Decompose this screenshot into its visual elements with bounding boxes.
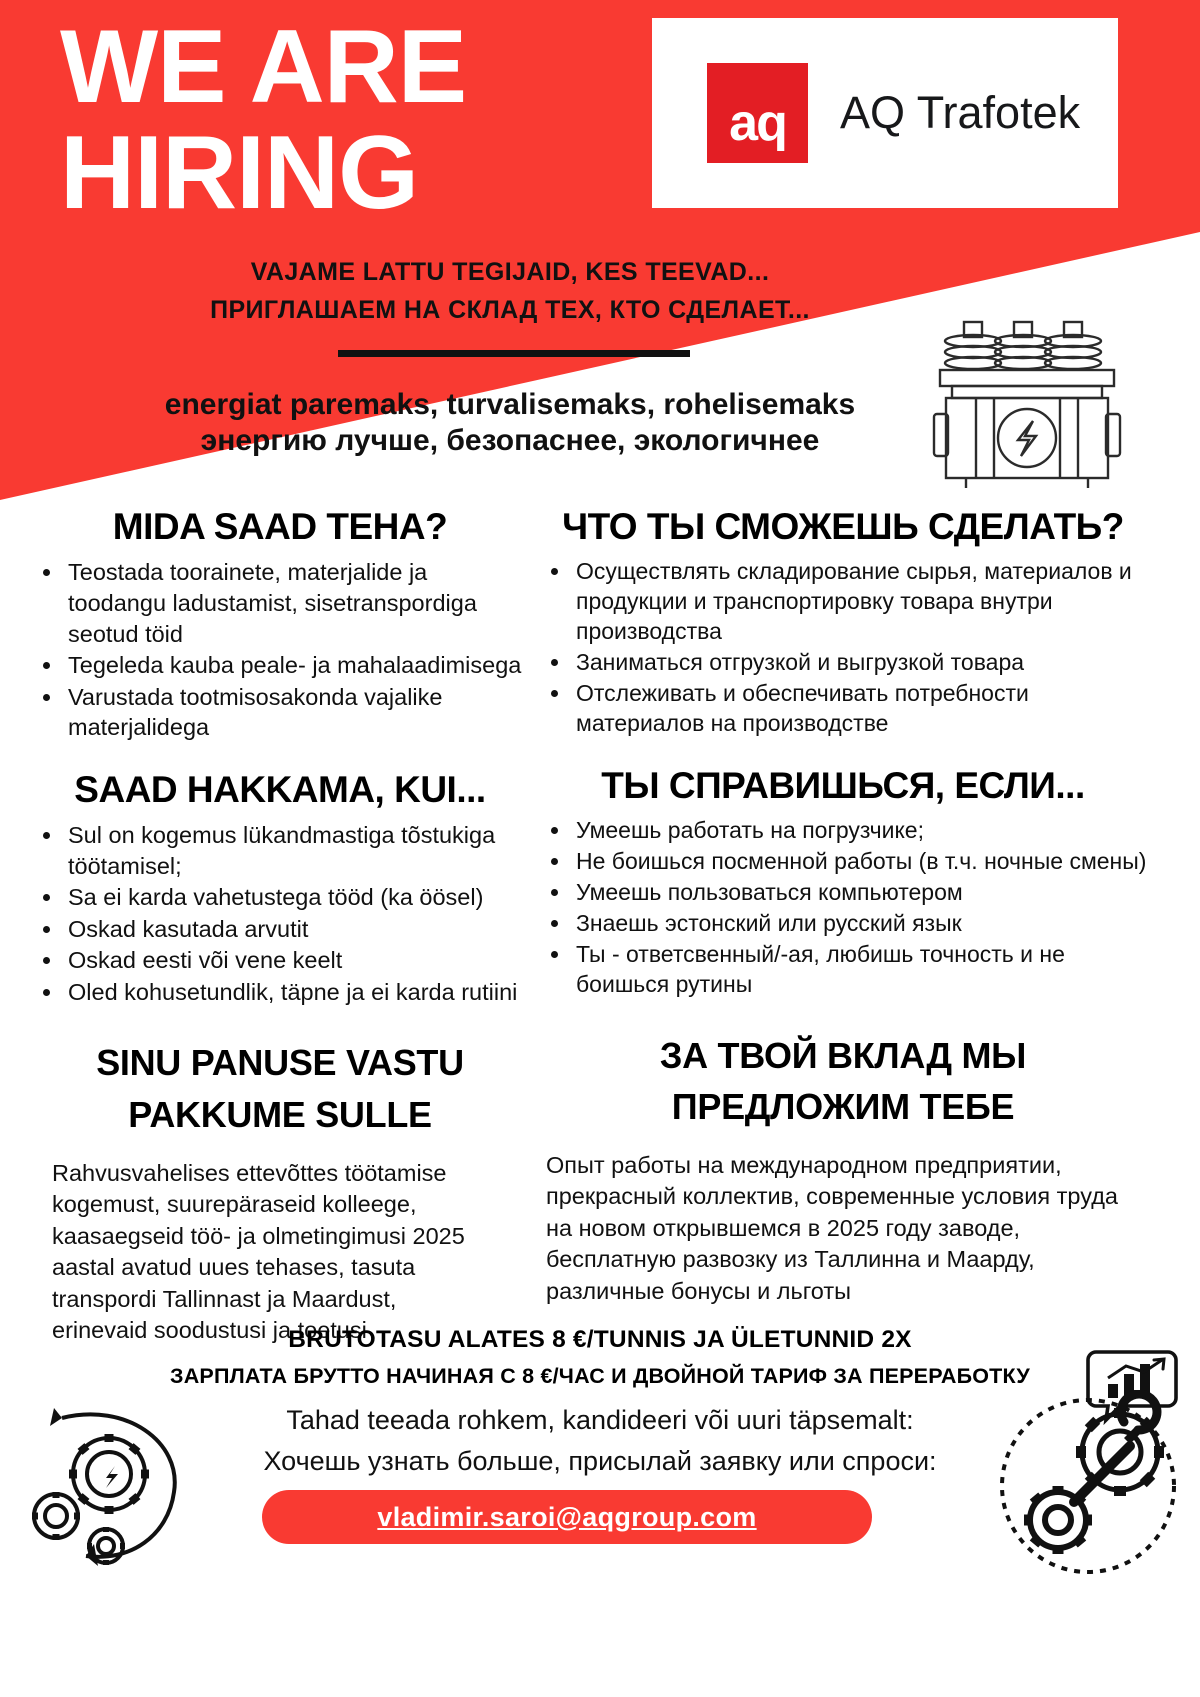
gears-icon — [14, 1396, 204, 1576]
aq-logo-mark: aq — [707, 63, 808, 163]
list-item: • Умеешь работать на погрузчике; — [572, 816, 1148, 846]
list-item: • Teostada toorainete, materjalide ja toodangu ladustamist, sisetranspordiga seotud töid — [64, 557, 530, 649]
heading-requirements-ru: ТЫ СПРАВИШЬСЯ, ЕСЛИ... — [601, 764, 1085, 806]
list-item: • Oskad eesti või vene keelt — [64, 945, 530, 976]
hero-title-line2: HIRING — [60, 115, 418, 232]
tagline-estonian: energiat paremaks, turvalisemaks, rohelisemaks — [164, 388, 856, 421]
list-item: • Sa ei karda vahetustega tööd (ka öösel) — [64, 882, 530, 913]
list-item: • Отслеживать и обеспечивать потребности материалов на производстве — [572, 679, 1148, 739]
heading-duties-ru: ЧТО ТЫ СМОЖЕШЬ СДЕЛАТЬ? — [562, 506, 1124, 547]
heading-duties-et: MIDA SAAD TEHA? — [112, 506, 448, 547]
column-russian — [538, 498, 1148, 1347]
content-columns — [0, 498, 1200, 1347]
kicker-estonian: VAJAME LATTU TEGIJAID, KES TEEVAD... — [250, 258, 770, 286]
transformer-icon — [932, 318, 1122, 490]
wrench-gear-icon — [988, 1390, 1188, 1580]
list-duties-ru — [538, 557, 1148, 738]
list-requirements-ru — [538, 816, 1148, 999]
heading-requirements-et: SAAD HAKKAMA, KUI... — [74, 768, 486, 810]
list-item: • Заниматься отгрузкой и выгрузкой товара — [572, 648, 1148, 678]
heading-offer-ru: ЗА ТВОЙ ВКЛАД МЫ ПРЕДЛОЖИМ ТЕБЕ — [659, 1034, 1027, 1127]
cta-estonian: Tahad teeada rohkem, kandideeri või uuri täpsemalt: — [286, 1405, 914, 1435]
divider-rule — [338, 350, 690, 357]
list-item: • Varustada tootmisosakonda vajalike materjalidega — [64, 682, 530, 743]
list-requirements-et — [30, 820, 530, 1007]
email-contact-button[interactable]: vladimir.saroi@aqgroup.com — [262, 1490, 872, 1544]
salary-russian: ЗАРПЛАТА БРУТТО НАЧИНАЯ С 8 €/ЧАС И ДВОЙНОЙ ТАРИФ ЗА ПЕРЕРАБОТКУ — [170, 1364, 1030, 1388]
list-item: • Осуществлять складирование сырья, материалов и продукции и транспортировку товара внутри производства — [572, 557, 1148, 647]
list-item: • Ты - ответсвенный/-ая, любишь точность и не боишься рутины — [572, 940, 1148, 1000]
list-item: • Sul on kogemus lükandmastiga tõstukiga töötamisel; — [64, 820, 530, 881]
company-name: AQ Trafotek — [840, 87, 1081, 138]
list-item: • Tegeleda kauba peale- ja mahalaadimisega — [64, 650, 530, 681]
company-logo — [652, 18, 1118, 208]
list-item: • Знаешь эстонский или русский язык — [572, 909, 1148, 939]
offer-body-et: Rahvusvahelises ettevõttes töötamise kogemust, suurepäraseid kolleege, kaasaegseid töö- ja olmetingimusi 2025 aastal avatud uues tehases, tasuta transpordi Tallinnast ja Maardust, erinevaid soodustusi ja toetusi — [52, 1159, 465, 1344]
list-duties-et — [30, 557, 530, 742]
salary-estonian: BRUTOTASU ALATES 8 €/TUNNIS JA ÜLETUNNID 2X — [288, 1326, 912, 1353]
column-estonian — [30, 498, 530, 1347]
tagline-russian: энергию лучше, безопаснее, экологичнее — [200, 424, 820, 457]
kicker-russian: ПРИГЛАШАЕМ НА СКЛАД ТЕХ, КТО СДЕЛАЕТ... — [210, 296, 810, 324]
hero-title-line1: WE ARE — [60, 9, 467, 125]
list-item: • Oskad kasutada arvutit — [64, 914, 530, 945]
list-item: • Умеешь пользоваться компьютером — [572, 878, 1148, 908]
list-item: • Не боишься посменной работы (в т.ч. ночные смены) — [572, 847, 1148, 877]
hero-title — [60, 9, 467, 232]
offer-body-ru: Опыт работы на международном предприятии, прекрасный коллектив, современные условия труда на новом открывшемся в 2025 году заводе, бесплатную развозку из Таллинна и Маарду, различные бонусы и льготы — [546, 1151, 1118, 1304]
list-item: • Oled kohusetundlik, täpne ja ei karda rutiini — [64, 977, 530, 1008]
heading-offer-et: SINU PANUSE VASTU PAKKUME SULLE — [96, 1042, 464, 1135]
cta-russian: Хочешь узнать больше, присылай заявку или спроси: — [263, 1446, 937, 1476]
